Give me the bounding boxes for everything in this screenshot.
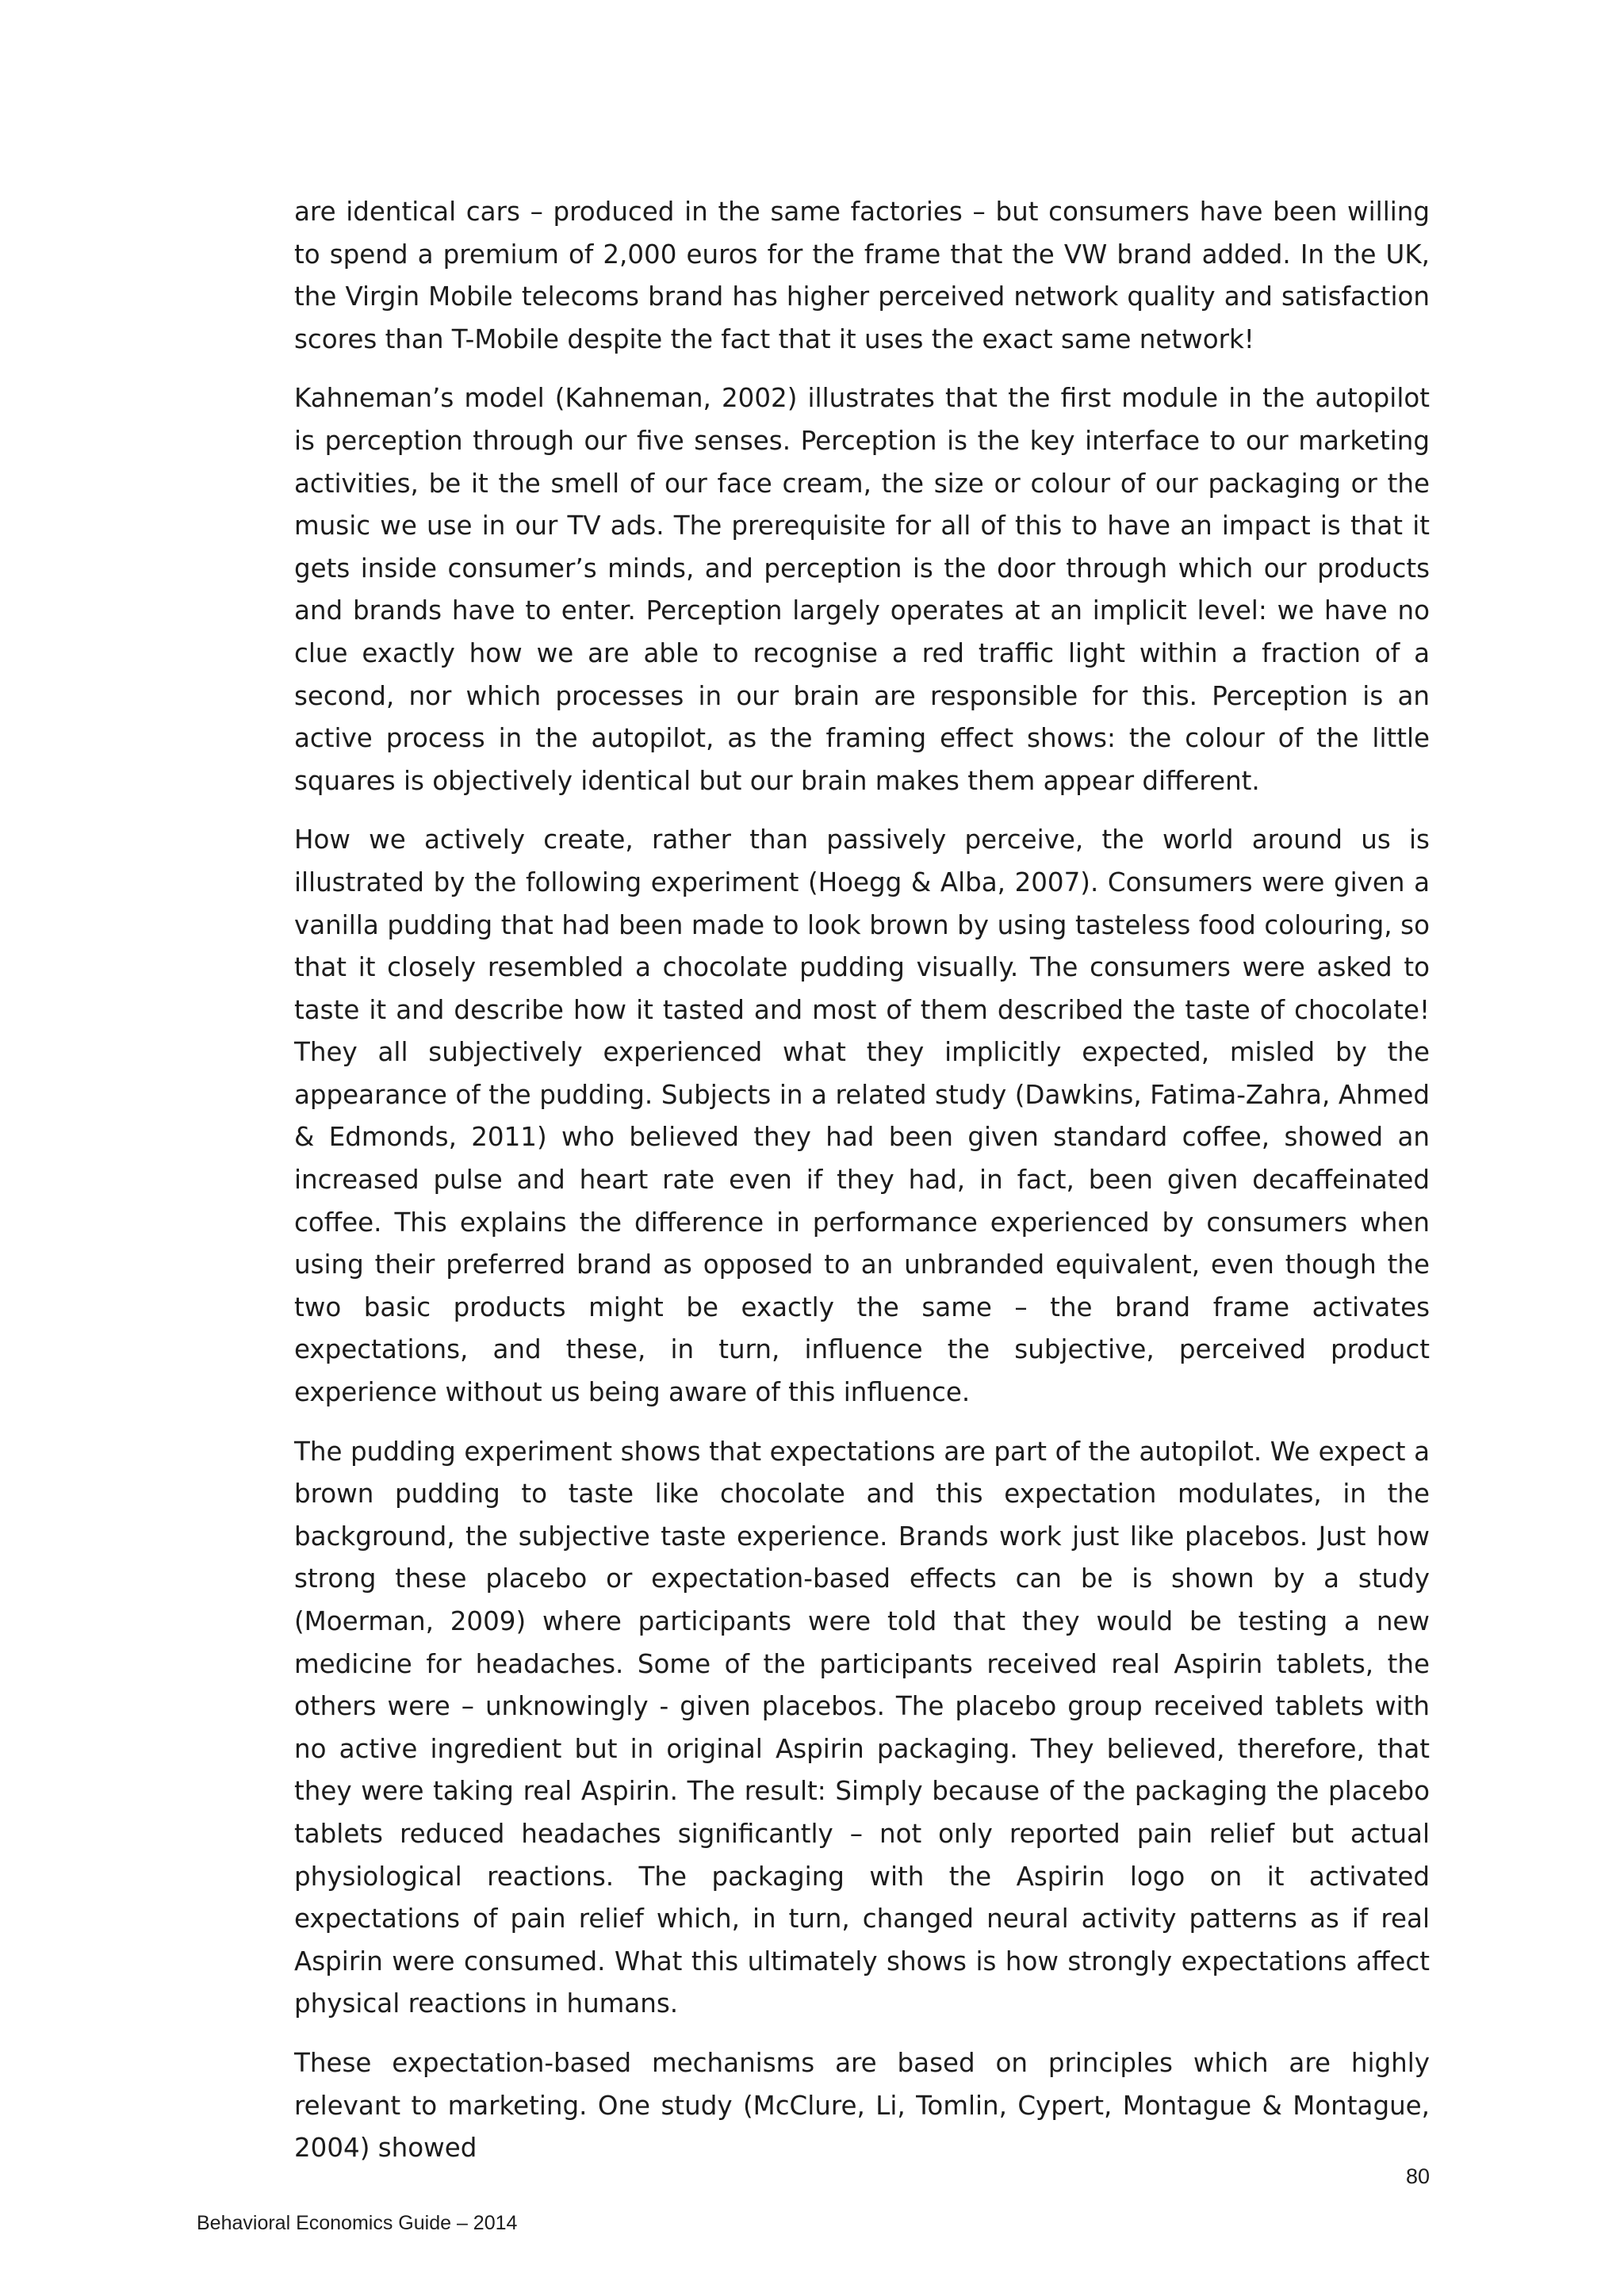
paragraph: are identical cars – produced in the same factories – but consumers have been willing to spend a premium of 2,000 euros for the frame that the VW brand added. In the UK, the Virgin Mobile telecoms brand has higher perceived network quality and satisfaction scores than T-Mobile despite the fact that it uses the exact same network! xyxy=(294,197,1430,354)
paragraph: The pudding experiment shows that expectations are part of the autopilot. We expect a brown pudding to taste like chocolate and this expectation modulates, in the background, the subjective taste experience. Brands work just like placebos. Just how strong these placebo or expectation-based effects can be is shown by a study (Moerman, 2009) where participants were told that they would be testing a new medicine for headaches. Some of the participants received real Aspirin tablets, the others were – unknowingly - given placebos. The placebo group received tablets with no active ingredient but in original Aspirin packaging. They believed, therefore, that they were taking real Aspirin. The result: Simply because of the packaging the placebo tablets reduced headaches significantly – not only reported pain relief but actual physiological reactions. The packaging with the Aspirin logo on it activated expectations of pain relief which, in turn, changed neural activity patterns as if real Aspirin were consumed. What this ultimately shows is how strongly expectations affect physical reactions in humans. xyxy=(294,1436,1430,2019)
paragraph: These expectation-based mechanisms are based on principles which are highly relevant to marketing. One study (McClure, Li, Tomlin, Cypert, Montague & Montague, 2004) showed xyxy=(294,2047,1430,2164)
body-text xyxy=(294,191,1430,2187)
footer-title: Behavioral Economics Guide – 2014 xyxy=(197,2212,518,2234)
paragraph: Kahneman’s model (Kahneman, 2002) illustrates that the first module in the autopilot is perception through our five senses. Perception is the key interface to our marketing activities, be it the smell of our face cream, the size or colour of our packaging or the music we use in our TV ads. The prerequisite for all of this to have an impact is that it gets inside consumer’s minds, and perception is the door through which our products and brands have to enter. Perception largely operates at an implicit level: we have no clue exactly how we are able to recognise a red traffic light within a fraction of a second, nor which processes in our brain are responsible for this. Perception is an active process in the autopilot, as the framing effect shows: the colour of the little squares is objectively identical but our brain makes them appear different. xyxy=(294,383,1430,796)
paragraph: How we actively create, rather than passively perceive, the world around us is illustrated by the following experiment (Hoegg & Alba, 2007). Consumers were given a vanilla pudding that had been made to look brown by using tasteless food colouring, so that it closely resembled a chocolate pudding visually. The consumers were asked to taste it and describe how it tasted and most of them described the taste of chocolate! They all subjectively experienced what they implicitly expected, misled by the appearance of the pudding. Subjects in a related study (Dawkins, Fatima-Zahra, Ahmed & Edmonds, 2011) who believed they had been given standard coffee, showed an increased pulse and heart rate even if they had, in fact, been given decaffeinated coffee. This explains the difference in performance experienced by consumers when using their preferred brand as opposed to an unbranded equivalent, even though the two basic products might be exactly the same – the brand frame activates expectations, and these, in turn, influence the subjective, perceived product experience without us being aware of this influence. xyxy=(294,825,1430,1408)
page-number: 80 xyxy=(1405,2164,1430,2188)
